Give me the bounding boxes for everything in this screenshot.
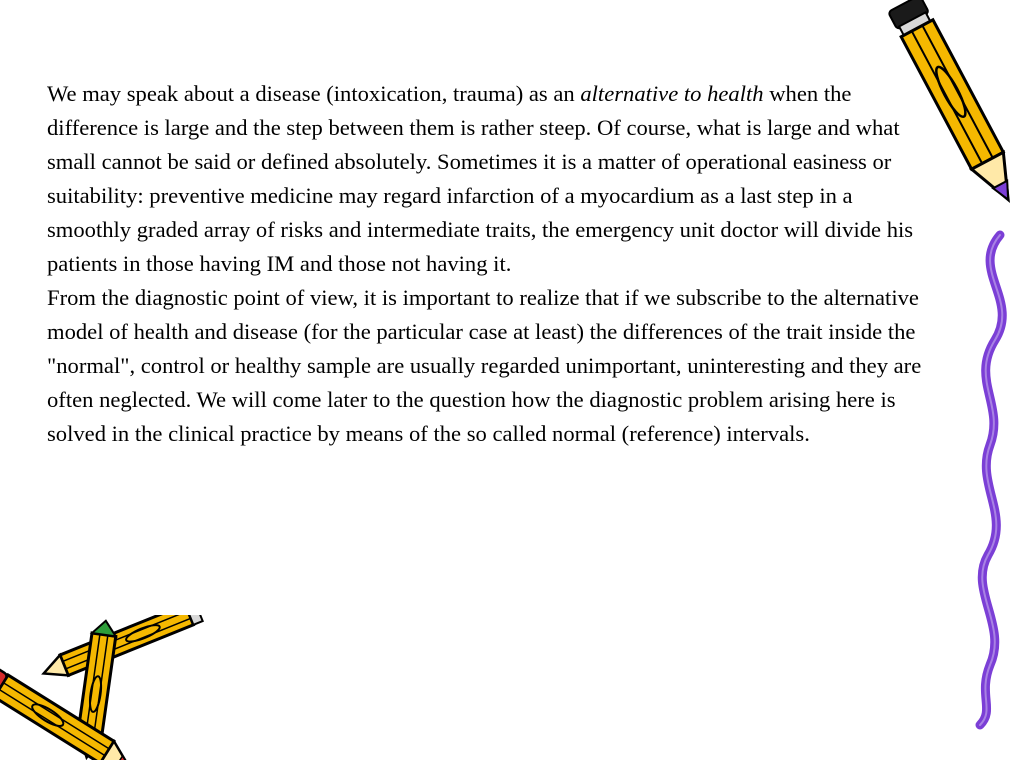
slide-body-text	[47, 77, 937, 451]
emphasis-alternative-to-health: alternative to health	[580, 81, 764, 106]
squiggle-ribbon-icon	[950, 230, 1024, 730]
paragraph-rest: when the difference is large and the step between them is rather steep. Of course, what is large and what small cannot be said or defined absolutely. Sometimes it is a matter of operational easiness or suitability: preventive medicine may regard infarction of a myocardium as a last step in a smoothly graded array of risks and intermediate traits, the emergency unit doctor will divide his patients in those having IM and those not having it.	[47, 81, 914, 276]
pencil-top-right-icon	[850, 0, 1010, 250]
paragraph-lead: We may speak about a disease (intoxication, trauma) as an	[47, 81, 581, 106]
paragraph-alternative-model	[47, 77, 937, 281]
crossed-pencils-icon	[0, 615, 210, 760]
paragraph-diagnostic-view: From the diagnostic point of view, it is important to realize that if we subscribe to the alternative model of health and disease (for the particular case at least) the differences of the trait inside the "normal", control or healthy sample are usually regarded unimportant, uninteresting and they are often neglected. We will come later to the question how the diagnostic problem arising here is solved in the clinical practice by means of the so called normal (reference) intervals.	[47, 285, 922, 446]
